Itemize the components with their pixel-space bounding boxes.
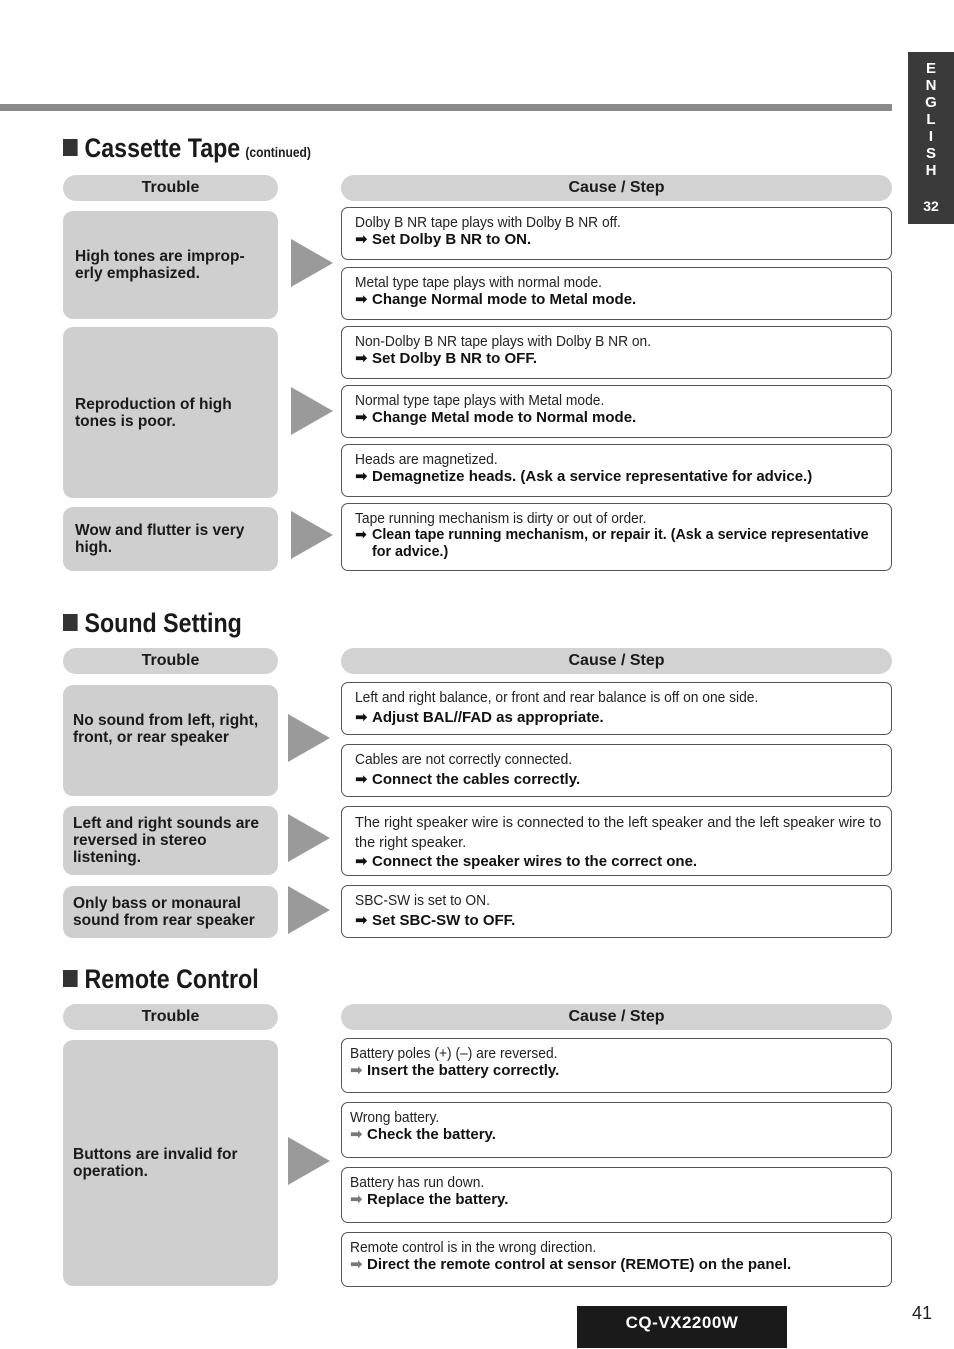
step-text (350, 1126, 885, 1143)
trouble-item (63, 1040, 278, 1286)
cause-box (341, 385, 892, 438)
step-label: Set SBC-SW to OFF. (372, 912, 516, 929)
step-label: Check the battery. (367, 1126, 496, 1143)
language-letters (908, 60, 954, 179)
step-label: Connect the cables correctly. (372, 771, 581, 788)
step-label: Direct the remote control at sensor (REMOTE) on the panel. (367, 1256, 792, 1273)
lang-letter: E (925, 60, 936, 77)
arrow-right-icon (288, 714, 330, 762)
step-text (355, 350, 885, 367)
step-text (350, 1256, 885, 1273)
cause-header: Cause / Step (341, 648, 892, 674)
cause-box (341, 806, 892, 876)
step-text (355, 291, 885, 308)
lang-letter: L (926, 111, 936, 128)
lang-letter: I (928, 128, 934, 145)
cause-text: Heads are magnetized. (355, 451, 498, 468)
cause-box (341, 885, 892, 938)
cause-box (341, 1167, 892, 1223)
cause-header: Cause / Step (341, 1004, 892, 1030)
step-label: Clean tape running mechanism, or repair it. (Ask a service representative for advice.) (372, 527, 869, 560)
continued-label: (continued) (245, 144, 311, 160)
step-arrow-icon: ➡ (355, 709, 368, 726)
trouble-header: Trouble (63, 1004, 278, 1030)
lang-letter: G (925, 94, 937, 111)
step-arrow-icon: ➡ (350, 1126, 363, 1143)
square-bullet-icon (63, 970, 78, 987)
trouble-text: Only bass or monaural sound from rear speaker (73, 895, 255, 929)
section-title-sound (63, 608, 242, 639)
step-text (355, 912, 885, 929)
cause-box (341, 682, 892, 735)
cause-text: The right speaker wire is connected to the left speaker and the left speaker wire to the right speaker. (355, 815, 882, 851)
step-text (350, 1191, 885, 1208)
trouble-item (63, 211, 278, 319)
trouble-item (63, 327, 278, 498)
step-arrow-icon: ➡ (350, 1256, 363, 1273)
step-arrow-icon: ➡ (355, 527, 367, 543)
title-text: Remote Control (84, 964, 259, 994)
step-arrow-icon: ➡ (350, 1062, 363, 1079)
cause-text: Remote control is in the wrong direction. (350, 1239, 597, 1256)
cause-text: Battery has run down. (350, 1174, 485, 1191)
cause-text: Normal type tape plays with Metal mode. (355, 392, 605, 409)
trouble-item (63, 806, 278, 875)
cause-box (341, 1232, 892, 1287)
language-tab (908, 52, 954, 224)
cause-text: Dolby B NR tape plays with Dolby B NR off. (355, 214, 621, 231)
lang-letter: S (925, 145, 936, 162)
trouble-text: Buttons are invalid for operation. (73, 1146, 238, 1180)
trouble-text: Wow and flutter is very high. (75, 522, 245, 556)
step-arrow-icon: ➡ (355, 468, 368, 485)
cause-box (341, 503, 892, 571)
step-label: Set Dolby B NR to ON. (372, 231, 532, 248)
arrow-right-icon (291, 511, 333, 559)
step-text (355, 409, 885, 426)
square-bullet-icon (63, 614, 78, 631)
title-text: Cassette Tape (84, 133, 241, 163)
step-arrow-icon: ➡ (355, 853, 368, 870)
step-label: Set Dolby B NR to OFF. (372, 350, 537, 367)
arrow-right-icon (288, 1137, 330, 1185)
cause-box (341, 744, 892, 797)
trouble-text: Reproduction of high tones is poor. (75, 395, 232, 430)
step-label: Connect the speaker wires to the correct one. (372, 853, 698, 870)
arrow-right-icon (291, 387, 333, 435)
step-arrow-icon: ➡ (355, 231, 368, 248)
step-text (355, 709, 885, 726)
cause-text: Wrong battery. (350, 1109, 440, 1126)
cause-box (341, 207, 892, 260)
step-text (355, 771, 885, 788)
trouble-item (63, 886, 278, 938)
top-rule (0, 104, 892, 111)
step-text (355, 231, 885, 248)
cause-box (341, 1102, 892, 1158)
cause-text: Left and right balance, or front and rear balance is off on one side. (355, 689, 759, 706)
cause-box (341, 326, 892, 379)
cause-header: Cause / Step (341, 175, 892, 201)
section-title-cassette (63, 133, 311, 164)
step-text (355, 853, 887, 870)
step-arrow-icon: ➡ (355, 350, 368, 367)
cause-box (341, 1038, 892, 1093)
trouble-text: Left and right sounds are reversed in stereo listening. (73, 815, 260, 866)
trouble-header: Trouble (63, 648, 278, 674)
step-text (355, 527, 888, 561)
step-label: Adjust BAL//FAD as appropriate. (372, 709, 604, 726)
step-arrow-icon: ➡ (350, 1191, 363, 1208)
trouble-text: High tones are improp-erly emphasized. (75, 248, 245, 282)
arrow-right-icon (288, 886, 330, 934)
arrow-right-icon (291, 239, 333, 287)
model-number-badge: CQ-VX2200W (577, 1306, 787, 1348)
cause-box (341, 267, 892, 320)
cause-box (341, 444, 892, 497)
cause-text: Cables are not correctly connected. (355, 751, 573, 768)
cause-text: Metal type tape plays with normal mode. (355, 274, 602, 291)
page-number: 41 (912, 1303, 933, 1323)
step-label: Replace the battery. (367, 1191, 509, 1208)
lang-letter: H (925, 162, 937, 179)
step-arrow-icon: ➡ (355, 291, 368, 308)
square-bullet-icon (63, 139, 78, 156)
step-label: Insert the battery correctly. (367, 1062, 560, 1079)
trouble-item (63, 685, 278, 796)
trouble-text: No sound from left, right, front, or rear speaker (73, 712, 259, 746)
step-arrow-icon: ➡ (355, 771, 368, 788)
cause-text: Tape running mechanism is dirty or out of order. (355, 510, 647, 527)
trouble-item (63, 507, 278, 571)
step-label: Demagnetize heads. (Ask a service representative for advice.) (372, 468, 813, 485)
arrow-right-icon (288, 814, 330, 862)
trouble-header: Trouble (63, 175, 278, 201)
section-title-remote (63, 964, 259, 995)
step-arrow-icon: ➡ (355, 912, 368, 929)
cause-text: SBC-SW is set to ON. (355, 892, 490, 909)
step-text (355, 468, 885, 485)
step-label: Change Normal mode to Metal mode. (372, 291, 637, 308)
cause-text: Battery poles (+) (–) are reversed. (350, 1045, 558, 1062)
step-arrow-icon: ➡ (355, 409, 368, 426)
title-text: Sound Setting (84, 608, 242, 638)
cause-text: Non-Dolby B NR tape plays with Dolby B NR on. (355, 333, 652, 350)
lang-letter: N (925, 77, 937, 94)
step-label: Change Metal mode to Normal mode. (372, 409, 637, 426)
step-text (350, 1062, 885, 1079)
section-page-number: 32 (923, 198, 939, 214)
